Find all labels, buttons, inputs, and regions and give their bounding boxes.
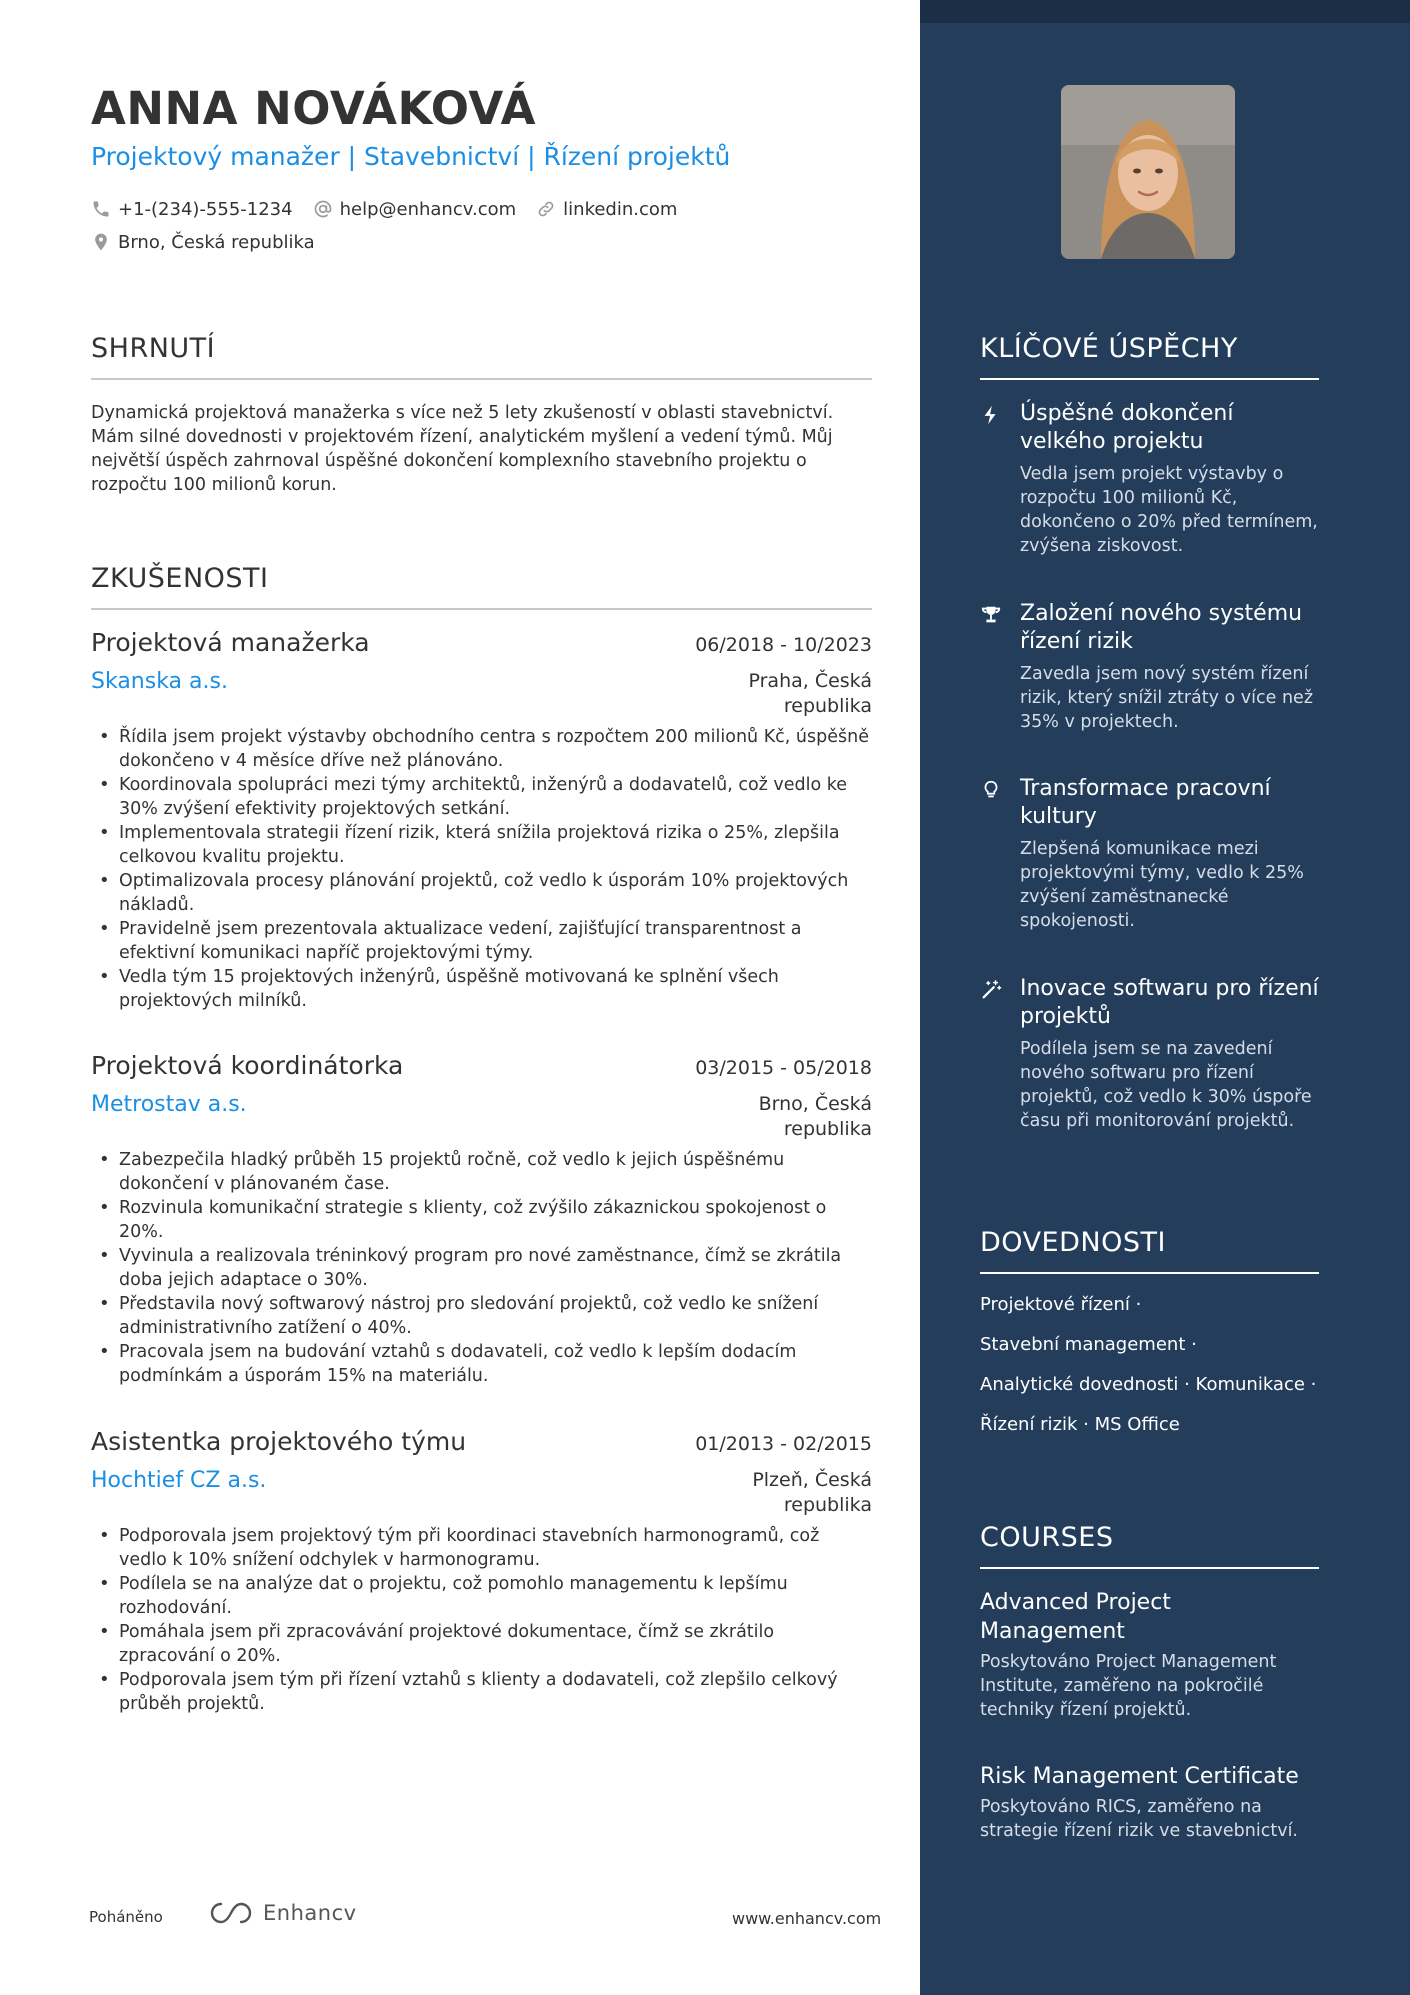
magic-wand-icon bbox=[980, 979, 1002, 1001]
course-desc: Poskytováno RICS, zaměřeno na strategie řízení rizik ve stavebnictví. bbox=[980, 1797, 1298, 1841]
job-location: Brno, Česká republika bbox=[758, 1093, 872, 1140]
bullet-item: • Řídila jsem projekt výstavby obchodního centra s rozpočtem 200 milionů Kč, úspěšně dokončeno v 4 měsíce dříve než plánováno. bbox=[91, 725, 872, 773]
job-entry bbox=[91, 1427, 872, 1716]
lightning-icon bbox=[980, 404, 1002, 426]
job-title: Asistentka projektového týmu bbox=[91, 1427, 467, 1456]
achievement-item bbox=[980, 400, 1320, 558]
course-item bbox=[980, 1762, 1320, 1843]
course-title: Advanced Project Management bbox=[980, 1590, 1171, 1644]
trophy-icon bbox=[980, 604, 1002, 626]
summary-divider bbox=[91, 378, 872, 380]
linkedin-contact[interactable] bbox=[536, 199, 677, 220]
achievement-title: Založení nového systému řízení rizik bbox=[1020, 601, 1303, 654]
job-location: Plzeň, Česká republika bbox=[752, 1469, 872, 1516]
achievement-item bbox=[980, 975, 1320, 1133]
phone-contact[interactable] bbox=[91, 199, 293, 220]
lightbulb-icon bbox=[980, 779, 1002, 801]
headline: Projektový manažer | Stavebnictví | Řízení projektů bbox=[91, 142, 731, 171]
achievement-desc: Podílela jsem se na zavedení nového softwaru pro řízení projektů, což vedlo k 30% úspoře času při monitorování projektů. bbox=[1020, 1039, 1312, 1131]
avatar-illustration bbox=[1061, 85, 1235, 259]
job-title: Projektová manažerka bbox=[91, 628, 370, 657]
skills-divider bbox=[980, 1272, 1319, 1274]
bullet-item: • Podílela se na analýze dat o projektu, což pomohlo managementu k lepšímu rozhodování. bbox=[91, 1572, 872, 1620]
bullet-item: • Koordinovala spolupráci mezi týmy architektů, inženýrů a dodavatelů, což vedlo ke 30% zvýšení efektivity projektových setkání. bbox=[91, 773, 872, 821]
phone-icon bbox=[91, 199, 111, 219]
course-item bbox=[980, 1588, 1320, 1722]
achievement-item bbox=[980, 775, 1320, 933]
footer-powered-by: Poháněno bbox=[89, 1908, 163, 1926]
bullet-item: • Představila nový softwarový nástroj pro sledování projektů, což vedlo ke snížení administrativního zatížení o 40%. bbox=[91, 1292, 872, 1340]
achievements-title: KLÍČOVÉ ÚSPĚCHY bbox=[980, 333, 1238, 364]
bullet-item: • Vedla tým 15 projektových inženýrů, úspěšně motivovaná ke splnění všech projektových milníků. bbox=[91, 965, 872, 1013]
enhancv-brand-text: Enhancv bbox=[263, 1901, 357, 1925]
achievement-desc: Zavedla jsem nový systém řízení rizik, který snížil ztráty o více než 35% v projektech. bbox=[1020, 664, 1314, 732]
achievement-desc: Zlepšená komunikace mezi projektovými týmy, vedlo k 25% zvýšení zaměstnanecké spokojenosti. bbox=[1020, 839, 1304, 931]
email-contact[interactable] bbox=[313, 199, 517, 220]
enhancv-logo[interactable] bbox=[207, 1900, 357, 1926]
achievement-item bbox=[980, 600, 1320, 734]
phone-text: +1-(234)-555-1234 bbox=[118, 198, 293, 220]
skill-line: Analytické dovednosti · Komunikace · bbox=[980, 1374, 1317, 1395]
bullet-item: • Pomáhala jsem při zpracovávání projektové dokumentace, čímž se zkrátilo zpracování o 20%. bbox=[91, 1620, 872, 1668]
bullet-item: • Pravidelně jsem prezentovala aktualizace vedení, zajišťující transparentnost a efektivní komunikaci napříč projektovými týmy. bbox=[91, 917, 872, 965]
achievements-divider bbox=[980, 378, 1319, 380]
company-name: Hochtief CZ a.s. bbox=[91, 1468, 267, 1493]
summary-title: SHRNUTÍ bbox=[91, 333, 216, 364]
link-icon bbox=[536, 199, 556, 219]
company-name: Metrostav a.s. bbox=[91, 1092, 247, 1117]
experience-divider bbox=[91, 608, 872, 610]
candidate-name: ANNA NOVÁKOVÁ bbox=[91, 82, 536, 135]
contact-info bbox=[91, 196, 697, 262]
company-name: Skanska a.s. bbox=[91, 669, 228, 694]
bullet-item: • Pracovala jsem na budování vztahů s dodavateli, což vedlo k lepším dodacím podmínkám a úsporám 15% na materiálu. bbox=[91, 1340, 872, 1388]
courses-divider bbox=[980, 1567, 1319, 1569]
bullet-item: • Podporovala jsem projektový tým při koordinaci stavebních harmonogramů, což vedlo k 10% snížení odchylek v harmonogramu. bbox=[91, 1524, 872, 1572]
bullet-item: • Zabezpečila hladký průběh 15 projektů ročně, což vedlo k jejich úspěšnému dokončení v plánovaném čase. bbox=[91, 1148, 872, 1196]
job-bullets bbox=[91, 725, 872, 1013]
enhancv-logo-icon bbox=[207, 1900, 255, 1926]
achievement-title: Transformace pracovní kultury bbox=[1020, 776, 1271, 829]
skill-line: Stavební management · bbox=[980, 1334, 1197, 1355]
job-entry bbox=[91, 1051, 872, 1388]
job-date: 01/2013 - 02/2015 bbox=[695, 1433, 872, 1455]
job-title: Projektová koordinátorka bbox=[91, 1051, 404, 1080]
course-title: Risk Management Certificate bbox=[980, 1764, 1299, 1789]
courses-title: COURSES bbox=[980, 1522, 1114, 1553]
bullet-item: • Vyvinula a realizovala tréninkový program pro nové zaměstnance, čímž se zkrátila doba jejich adaptace o 30%. bbox=[91, 1244, 872, 1292]
location-pin-icon bbox=[91, 232, 111, 252]
achievement-title: Úspěšné dokončení velkého projektu bbox=[1020, 401, 1234, 454]
job-bullets bbox=[91, 1524, 872, 1716]
skills-title: DOVEDNOSTI bbox=[980, 1227, 1166, 1258]
skill-line: Projektové řízení · bbox=[980, 1294, 1142, 1315]
bullet-item: • Implementovala strategii řízení rizik, která snížila projektová rizika o 25%, zlepšila celkovou kvalitu projektu. bbox=[91, 821, 872, 869]
achievement-title: Inovace softwaru pro řízení projektů bbox=[1020, 976, 1319, 1029]
skill-line: Řízení rizik · MS Office bbox=[980, 1414, 1180, 1435]
sidebar-top-bar bbox=[920, 0, 1410, 23]
summary-text: Dynamická projektová manažerka s více než 5 lety zkušeností v oblasti stavebnictví. Mám silné dovednosti v projektovém řízení, analytickém myšlení a vedení týmů. Můj největší úspěch zahrnoval úspěšné dokončení komplexního stavebního projektu o rozpočtu 100 milionů korun. bbox=[91, 403, 834, 495]
location-text: Brno, Česká republika bbox=[118, 231, 315, 253]
job-location: Praha, Česká republika bbox=[748, 670, 872, 717]
email-text: help@enhancv.com bbox=[339, 198, 517, 220]
bullet-item: • Podporovala jsem tým při řízení vztahů s klienty a dodavateli, což zlepšilo celkový průběh projektů. bbox=[91, 1668, 872, 1716]
experience-title: ZKUŠENOSTI bbox=[91, 563, 269, 594]
job-bullets bbox=[91, 1148, 872, 1388]
job-date: 06/2018 - 10/2023 bbox=[695, 634, 872, 656]
job-entry bbox=[91, 628, 872, 1013]
achievement-desc: Vedla jsem projekt výstavby o rozpočtu 100 milionů Kč, dokončeno o 20% před termínem, zvýšena ziskovost. bbox=[1020, 464, 1318, 556]
linkedin-text: linkedin.com bbox=[563, 198, 678, 220]
at-icon bbox=[313, 199, 333, 219]
job-date: 03/2015 - 05/2018 bbox=[695, 1057, 872, 1079]
skills-list bbox=[980, 1292, 1320, 1452]
bullet-item: • Optimalizovala procesy plánování projektů, což vedlo k úsporám 10% projektových nákladů. bbox=[91, 869, 872, 917]
location-contact bbox=[91, 232, 315, 253]
course-desc: Poskytováno Project Management Institute, zaměřeno na pokročilé techniky řízení projektů. bbox=[980, 1652, 1277, 1720]
bullet-item: • Rozvinula komunikační strategie s klienty, což zvýšilo zákaznickou spokojenost o 20%. bbox=[91, 1196, 872, 1244]
footer-url[interactable]: www.enhancv.com bbox=[732, 1909, 882, 1928]
profile-photo bbox=[1061, 85, 1235, 259]
